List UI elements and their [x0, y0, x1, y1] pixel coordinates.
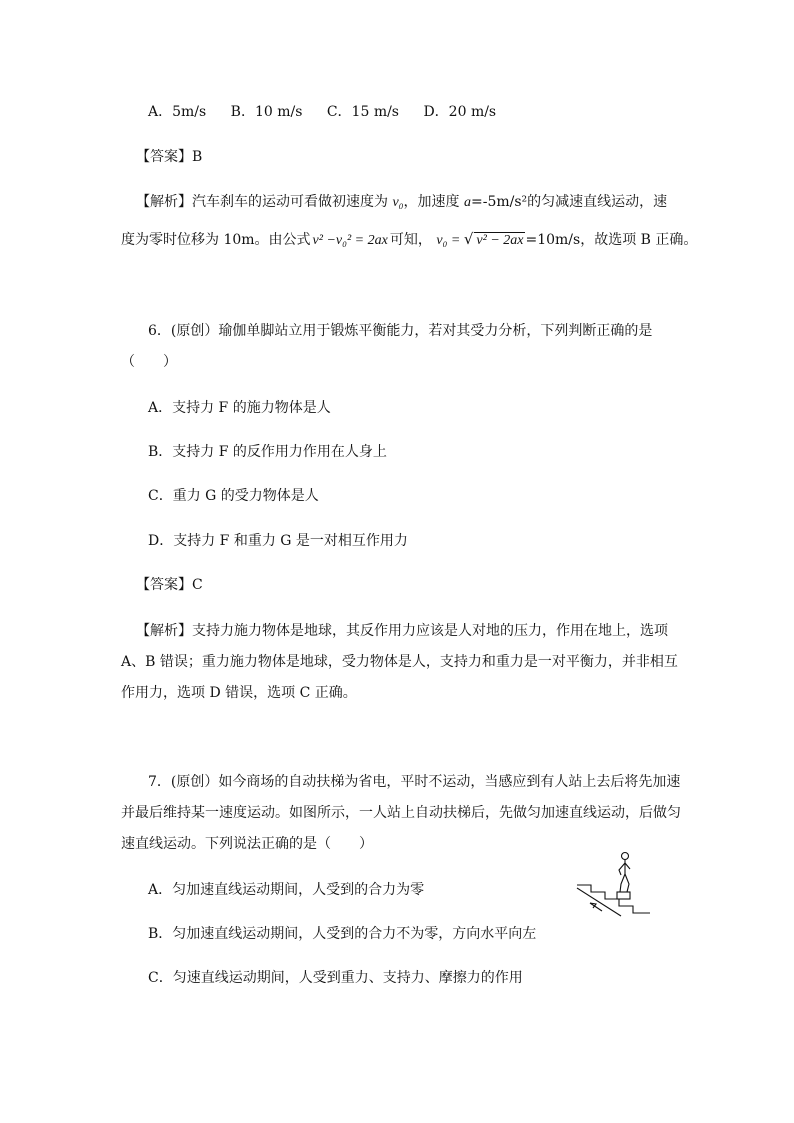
- q6-stem-line-1: 6．(原创）瑜伽单脚站立用于锻炼平衡能力，若对其受力分析，下列判断正确的是: [148, 323, 653, 339]
- q7-stem-line-1: 7．(原创）如今商场的自动扶梯为省电，平时不运动，当感应到有人站上去后将先加速: [148, 774, 681, 790]
- q6-option-b: B．支持力 F 的反作用力作用在人身上: [148, 444, 387, 460]
- q6-option-a: A．支持力 F 的施力物体是人: [148, 400, 331, 416]
- q5-analysis-line-2: 度为零时位移为 10m。由公式 v² −v₀² = 2ax 可知， v₀ = √ v² − 2ax =10m/s，故选项 B 正确。: [121, 230, 698, 248]
- formula-2-radicand: v² − 2ax: [476, 233, 524, 248]
- q5-option-a: A．5m/s: [148, 104, 207, 120]
- person-head: [622, 853, 629, 860]
- analysis-label: 【解析】: [136, 623, 192, 639]
- q6-analysis-line-2: A、B 错误；重力施力物体是地球，受力物体是人，支持力和重力是一对平衡力，并非相互: [121, 654, 678, 670]
- q5-option-b: B．10 m/s: [230, 104, 303, 120]
- formula-2-lhs: v₀ =: [436, 233, 464, 248]
- a-symbol: a: [464, 195, 471, 210]
- answer-value: B: [192, 149, 203, 165]
- answer-label: 【答案】: [136, 577, 192, 593]
- q6-option-c: C．重力 G 的受力物体是人: [148, 488, 319, 504]
- q7-stem-line-2: 并最后维持某一速度运动。如图所示，一人站上自动扶梯后，先做匀加速直线运动，后做匀: [121, 805, 681, 821]
- q7-option-b: B．匀加速直线运动期间，人受到的合力不为零，方向水平向左: [148, 926, 537, 942]
- formula-1: v² −v₀² = 2ax: [312, 233, 388, 248]
- person-feet: [617, 892, 630, 899]
- q6-analysis-line-3: 作用力，选项 D 错误，选项 C 正确。: [121, 685, 357, 701]
- q5-option-c: C．15 m/s: [326, 104, 399, 120]
- escalator-figure: [575, 848, 655, 923]
- q6-analysis-line-1: 【解析】支持力施力物体是地球，其反作用力应该是人对地的压力，作用在地上，选项: [136, 623, 668, 639]
- q5-options: [148, 102, 496, 122]
- q7-stem-line-3: 速直线运动。下列说法正确的是（ ）: [121, 836, 373, 852]
- escalator-steps: [577, 885, 650, 913]
- v0-symbol: v₀: [392, 195, 404, 210]
- q5-analysis-line-1: 【解析】汽车刹车的运动可看做初速度为 v₀，加速度 a=-5m/s²的匀减速直线运动，速: [136, 194, 668, 210]
- answer-value: C: [192, 577, 203, 593]
- q5-answer: [136, 147, 202, 167]
- answer-label: 【答案】: [136, 149, 192, 165]
- q6-option-d: D．支持力 F 和重力 G 是一对相互作用力: [148, 533, 408, 549]
- q5-option-d: D．20 m/s: [423, 104, 497, 120]
- analysis-label: 【解析】: [136, 194, 192, 210]
- q7-option-a: A．匀加速直线运动期间，人受到的合力为零: [148, 882, 425, 898]
- q7-option-c: C．匀速直线运动期间，人受到重力、支持力、摩擦力的作用: [148, 970, 523, 986]
- q6-stem-line-2: （ ）: [121, 354, 177, 370]
- q6-answer: [136, 575, 203, 595]
